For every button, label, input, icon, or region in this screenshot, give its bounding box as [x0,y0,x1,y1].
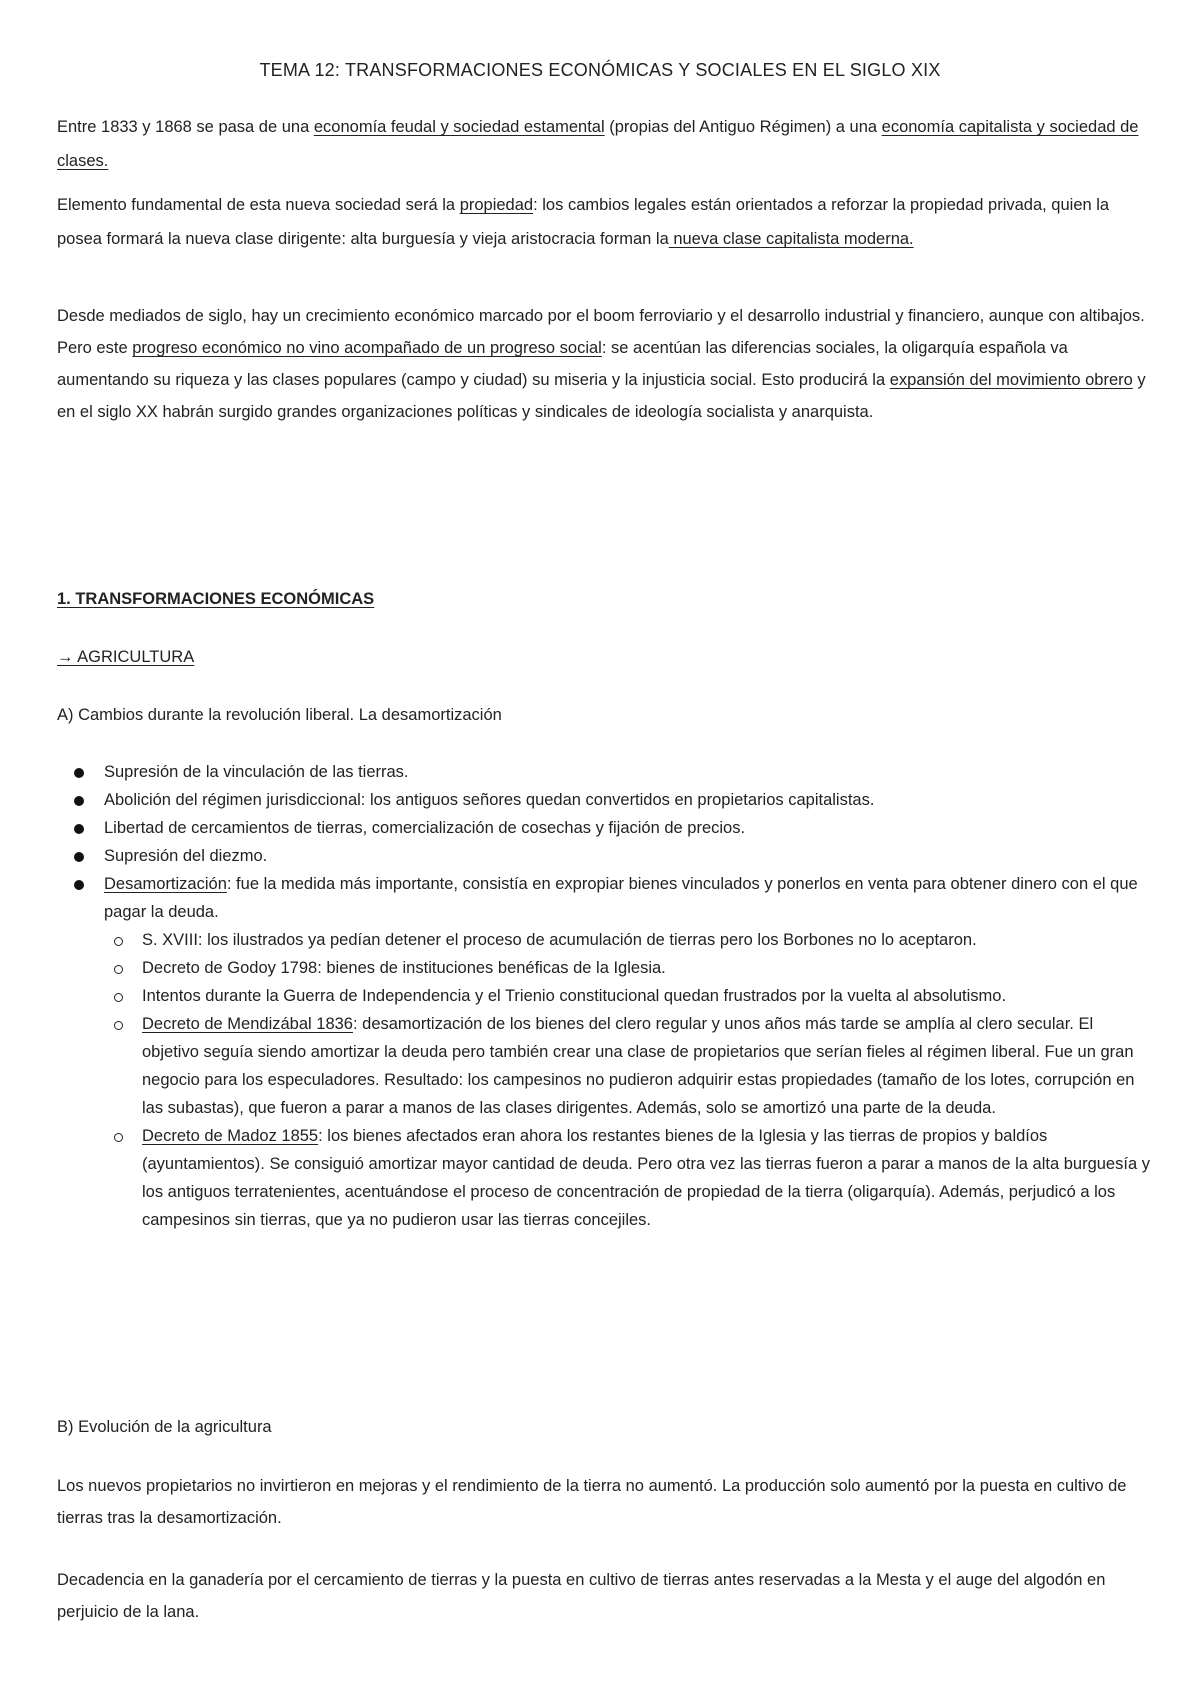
underlined-text: Decreto de Madoz 1855 [142,1127,319,1145]
underlined-text: propiedad [459,196,534,214]
text: Entre 1833 y 1868 se pasa de una [57,118,314,136]
section-heading: 1. TRANSFORMACIONES ECONÓMICAS [57,590,375,608]
part-a-heading: A) Cambios durante la revolución liberal. La desamortización [57,706,502,724]
list-item: Supresión del diezmo. [74,842,1154,870]
sub-list-item [114,1010,1154,1122]
text: Desde mediados de siglo, hay un crecimiento económico marcado por el boom ferroviario y el desarrollo industrial y financiero, aunque con altibajos. Pero este [57,307,1145,357]
bullet-list [74,758,1154,1234]
text: : fue la medida más importante, consistía en expropiar bienes vinculados y ponerlos en venta para obtener dinero con el que pagar la deuda. [104,875,1138,921]
intro-paragraph-3 [57,300,1147,428]
text: Elemento fundamental de esta nueva sociedad será la [57,196,460,214]
part-b-heading: B) Evolución de la agricultura [57,1418,272,1436]
list-item: Libertad de cercamientos de tierras, comercialización de cosechas y fijación de precios. [74,814,1154,842]
text: y en el siglo XX habrán surgido grandes organizaciones políticas y sindicales de ideología socialista y anarquista. [57,371,1146,421]
list-item: Abolición del régimen jurisdiccional: los antiguos señores quedan convertidos en propietarios capitalistas. [74,786,1154,814]
text: : desamortización de los bienes del clero regular y unos años más tarde se amplía al clero secular. El objetivo seguía siendo amortizar la deuda pero también crear una clase de propietarios que serían fieles al régimen liberal. Fue un gran negocio para los especuladores. Resultado: los campesinos no pudieron adquirir estas propiedades (tamaño de los lotes, corrupción en las subastas), que fueron a parar a manos de las clases dirigentes. Además, solo se amortizó una parte de la deuda. [142,1015,1135,1117]
intro-paragraph-1 [57,110,1147,178]
underlined-text: economía feudal y sociedad estamental [313,118,605,136]
text: : los bienes afectados eran ahora los restantes bienes de la Iglesia y las tierras de propios y baldíos (ayuntamientos). Se consiguió amortizar mayor cantidad de deuda. Pero otra vez las tierras fueron a parar a manos de la alta burguesía y los antiguos terratenientes, acentuándose el proceso de concentración de propiedad de la tierra (oligarquía). Además, perjudicó a los campesinos sin tierras, que ya no pudieron usar las tierras concejiles. [142,1127,1150,1229]
page-title: TEMA 12: TRANSFORMACIONES ECONÓMICAS Y SOCIALES EN EL SIGLO XIX [259,60,941,80]
part-b-paragraph-1: Los nuevos propietarios no invirtieron en mejoras y el rendimiento de la tierra no aumentó. La producción solo aumentó por la puesta en cultivo de tierras tras la desamortización. [57,1477,1127,1527]
sub-list [114,926,1154,1234]
underlined-text: progreso económico no vino acompañado de un progreso social [132,339,602,357]
list-item: Supresión de la vinculación de las tierras. [74,758,1154,786]
underlined-text: Decreto de Mendizábal 1836 [142,1015,353,1033]
sub-list-item: Decreto de Godoy 1798: bienes de instituciones benéficas de la Iglesia. [114,954,1154,982]
underlined-text: expansión del movimiento obrero [889,371,1133,389]
list-item [74,870,1154,1234]
underlined-text: Desamortización [104,875,227,893]
sub-list-item: Intentos durante la Guerra de Independencia y el Trienio constitucional quedan frustrados por la vuelta al absolutismo. [114,982,1154,1010]
sub-list-item: S. XVIII: los ilustrados ya pedían detener el proceso de acumulación de tierras pero los Borbones no lo aceptaron. [114,926,1154,954]
subsection-heading: → AGRICULTURA [57,648,195,666]
intro-paragraph-2 [57,188,1147,256]
part-b-paragraph-2: Decadencia en la ganadería por el cercamiento de tierras y la puesta en cultivo de tierras antes reservadas a la Mesta y el auge del algodón en perjuicio de la lana. [57,1571,1106,1621]
text: : se acentúan las diferencias sociales, la oligarquía española va aumentando su riqueza y las clases populares (campo y ciudad) su miseria y la injusticia social. Esto producirá la [57,339,1068,389]
underlined-text: nueva clase capitalista moderna. [668,230,914,248]
sub-list-item [114,1122,1154,1234]
text: : los cambios legales están orientados a reforzar la propiedad privada, quien la posea formará la nueva clase dirigente: alta burguesía y vieja aristocracia forman la [57,196,1110,248]
underlined-text: economía capitalista y sociedad de clases. [57,118,1139,170]
text: (propias del Antiguo Régimen) a una [604,118,882,136]
